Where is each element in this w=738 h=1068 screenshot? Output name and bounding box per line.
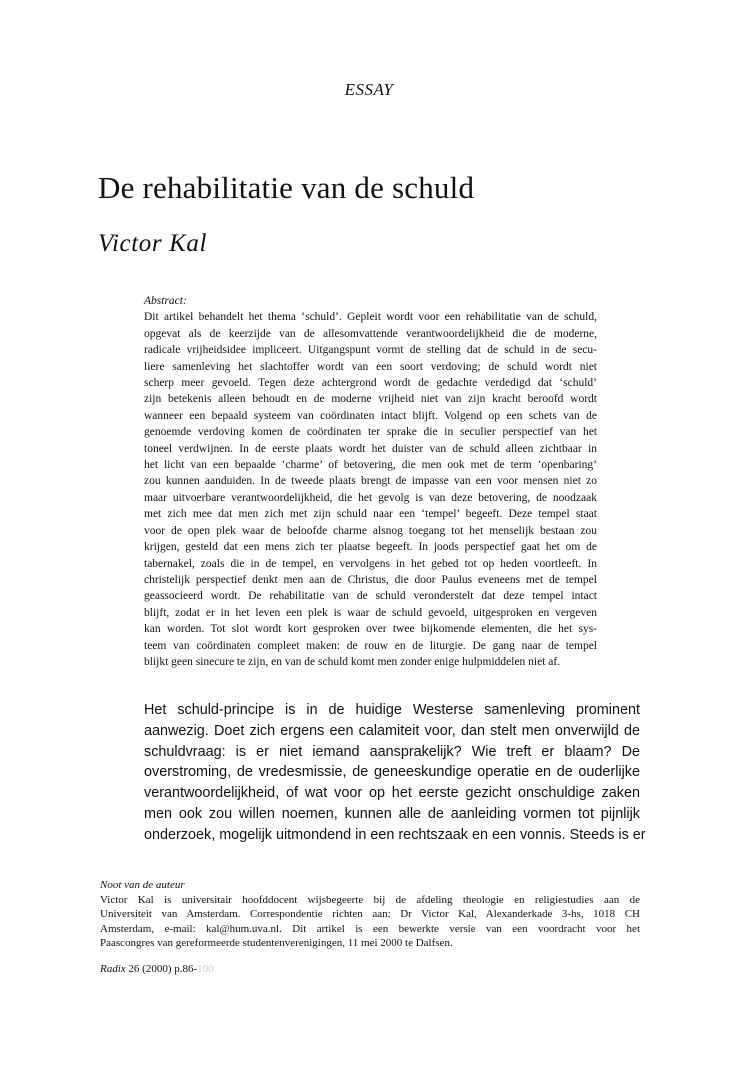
body-line: onderzoek, mogelijk uitmondend in een rechtszaak en een vonnis. Steeds is er	[144, 826, 646, 843]
abstract-line: zou kunnen aanduiden. In de tweede plaats brengt de impasse van een voor mensen niet zo	[144, 475, 597, 488]
author-note-line: Amsterdam, e-mail: kal@hum.uva.nl. Dit artikel is een bewerkte versie van een voordracht voor het	[100, 922, 640, 935]
abstract-line: radicale vrijheidsidee impliceert. Uitgangspunt vormt de stelling dat de schuld in de secu-	[144, 344, 597, 357]
citation-end-page: 100	[197, 963, 214, 975]
author-note-heading: Noot van de auteur	[100, 879, 185, 891]
section-label: ESSAY	[344, 80, 394, 99]
article-title: De rehabilitatie van de schuld	[98, 170, 475, 205]
abstract-line: blijkt geen sinecure te zijn, en van de schuld komt men zonder enige hulpmiddelen niet af.	[144, 655, 561, 668]
journal-name: Radix	[100, 963, 126, 975]
abstract-line: opgevat als de keerzijde van de allesomvattende verantwoordelijkheid die de moderne,	[144, 327, 597, 340]
author-note	[100, 878, 640, 951]
abstract	[144, 293, 597, 670]
abstract-line: toneel verdwijnen. In de eerste plaats wordt het duister van de schuld alleen zichtbaar in	[144, 442, 597, 455]
author-note-line: Victor Kal is universitair hoofddocent wijsbegeerte bij de afdeling theologie en religiestudies aan de	[100, 893, 640, 906]
abstract-line: wanneer een bepaald systeem van coördinaten intact blijft. Volgend op een schets van de	[144, 409, 597, 422]
abstract-line: kan worden. Tot slot wordt kort gesproken over twee bijkomende elementen, die het sys-	[144, 623, 597, 636]
author-note-line: Paascongres van gereformeerde studentenverenigingen, 11 mei 2000 te Dalfsen.	[100, 937, 453, 949]
citation-details: 26 (2000) p.86-	[125, 963, 198, 975]
abstract-line: scherp meer gevoeld. Tegen deze achtergrond wordt de gedachte verdedigd dat ‘schuld’	[144, 377, 597, 390]
body-line: schuldvraag: is er niet iemand aansprakelijk? Wie treft er blaam? De	[144, 743, 640, 760]
abstract-line: liere samenleving het slachtoffer wordt van een soort verdoving; de schuld wordt niet	[144, 360, 597, 373]
abstract-line: geassocieerd wordt. De rehabilitatie van de schuld veronderstelt dat deze tempel intact	[144, 590, 597, 603]
abstract-line: maar uitvoerbare verantwoordelijkheid, die het gevolg is van deze betovering, de noodzaak	[144, 491, 597, 504]
abstract-line: tabernakel, zoals die in de tempel, en vervolgens in het gebed tot op heden voortleeft. In	[144, 557, 597, 570]
abstract-line: genoemde verdoving komen de coördinaten ter sprake die in seculier perspectief van het	[144, 426, 597, 439]
abstract-label: Abstract:	[144, 295, 187, 307]
body-text	[144, 700, 646, 846]
body-line: men ook zou willen noemen, kunnen alle de aanleiding vormen tot pijnlijk	[144, 805, 640, 822]
abstract-line: het licht van een bepaalde ‘charme’ of betovering, die men ook met de term ‘openbaring’	[144, 459, 597, 472]
abstract-line: christelijk perspectief denkt men aan de Christus, die door Paulus eveneens met de tempel	[144, 573, 597, 586]
body-line: aanwezig. Doet zich ergens een calamiteit voor, dan stelt men onverwijld de	[144, 722, 640, 739]
article-author: Victor Kal	[98, 230, 208, 257]
body-line: overstroming, de vredesmissie, de geneeskundige operatie en de ouderlijke	[144, 764, 640, 781]
author-note-line: Universiteit van Amsterdam. Correspondentie richten aan: Dr Victor Kal, Alexanderkade 3-hs, 1018 CH	[100, 908, 640, 920]
abstract-line: zijn betekenis alleen behoudt en de moderne vrijheid niet van zijn kracht beroofd wordt	[144, 393, 597, 406]
abstract-line: met zich mee dat men zich met zijn schuld naar een ‘tempel’ begeeft. Deze tempel staat	[144, 508, 597, 521]
abstract-line: krijgen, gesteld dat een mens zich ter plaatse begeeft. In joods perspectief gaat het om de	[144, 541, 597, 554]
abstract-line: blijft, zodat er in het leven een plek is waar de schuld gevoeld, uitgesproken en vergeven	[144, 606, 597, 619]
abstract-line: Dit artikel behandelt het thema ‘schuld’. Gepleit wordt voor een rehabilitatie van de schuld,	[144, 311, 597, 324]
body-line: verantwoordelijkheid, of wat voor op het eerste gezicht onschuldige zaken	[144, 785, 640, 802]
abstract-line: teem van coördinaten compleet maken: de rouw en de liturgie. De gang naar de tempel	[144, 639, 597, 652]
journal-citation	[100, 963, 214, 975]
body-line: Het schuld-principe is in de huidige Westerse samenleving prominent	[144, 702, 640, 718]
abstract-line: voor de open plek waar de beloofde charme alsnog toegang tot het menselijk bestaan zou	[144, 524, 597, 537]
